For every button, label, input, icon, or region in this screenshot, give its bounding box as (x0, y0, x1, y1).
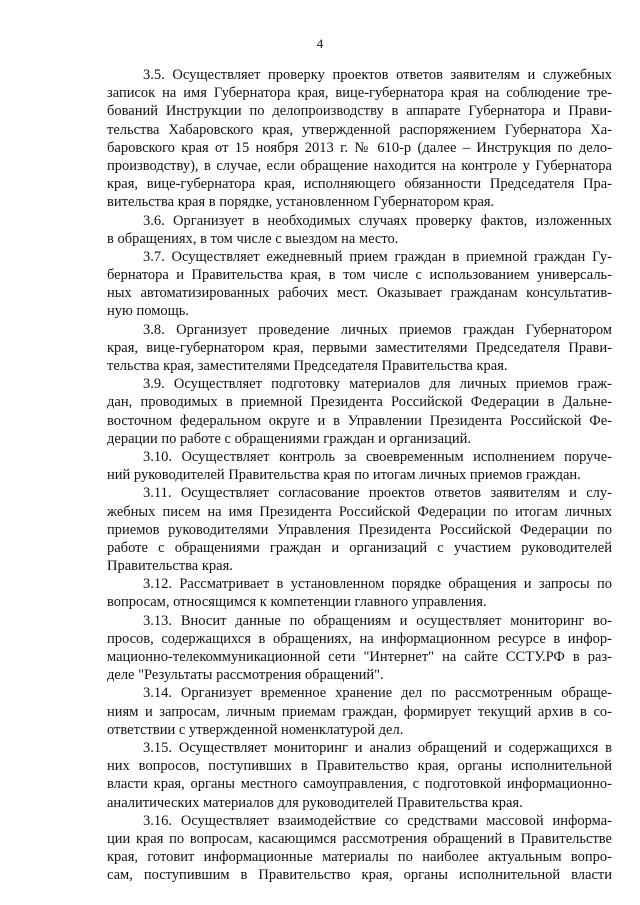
text-line: 3.13. Вносит данные по обращениям и осуществляет мониторинг во- (143, 612, 612, 629)
text-line: ных автоматизированных рабочих мест. Оказывает гражданам консультатив- (107, 285, 612, 302)
text-line: власти края, органы местного самоуправления, с подготовкой информационно- (107, 776, 612, 793)
text-line: ний руководителей Правительства края по итогам личных приемов граждан. (107, 467, 581, 484)
paragraph-3-9 (107, 375, 612, 448)
text-line: 3.8. Организует проведение личных приемов граждан Губернатором (143, 321, 612, 338)
text-line: 3.7. Осуществляет ежедневный прием граждан в приемной граждан Гу- (143, 248, 612, 265)
text-line: 3.11. Осуществляет согласование проектов ответов заявителям и слу- (143, 485, 612, 502)
text-line: в обращениях, в том числе с выездом на место. (107, 230, 399, 247)
text-line: жебных писем на имя Президента Российской Федерации по итогам личных (107, 503, 612, 520)
text-line: них вопросов, поступивших в Правительство края, органы исполнительной (107, 758, 612, 775)
text-line: 3.15. Осуществляет мониторинг и анализ обращений и содержащихся в (143, 739, 612, 756)
paragraph-3-5 (107, 66, 612, 212)
text-line: 3.10. Осуществляет контроль за своевременным исполнением поруче- (143, 448, 612, 465)
text-line: Правительства края. (107, 558, 233, 575)
text-line: тельства Хабаровского края, утвержденной распоряжением Губернатора Ха- (107, 121, 612, 138)
page-number: 4 (316, 36, 324, 51)
paragraph-3-12 (107, 575, 612, 611)
document-body (107, 66, 612, 884)
text-line: вопросам, относящимся к компетенции главного управления. (107, 594, 487, 611)
text-line: баровского края от 15 ноября 2013 г. № 610-р (далее – Инструкция по дело- (107, 139, 612, 156)
text-line: просов, содержащихся в обращениях, на информационном ресурсе в инфор- (107, 630, 612, 647)
text-line: бований Инструкции по делопроизводству в аппарате Губернатора и Прави- (107, 103, 612, 120)
paragraph-3-15 (107, 739, 612, 812)
text-line: края, готовит информационные материалы по наиболее актуальным вопро- (107, 849, 612, 866)
text-line: деле "Результаты рассмотрения обращений". (107, 667, 384, 684)
text-line: восточном федеральном округе и в Управлении Президента Российской Фе- (107, 412, 612, 429)
paragraph-3-11 (107, 484, 612, 575)
text-line: дан, проводимых в приемной Президента Российской Федерации в Дальне- (107, 394, 612, 411)
text-line: 3.6. Организует в необходимых случаях проверку фактов, изложенных (143, 212, 612, 229)
text-line: вительства края в порядке, установленном Губернатором края. (107, 194, 495, 211)
text-line: аналитических материалов для руководителей Правительства края. (107, 794, 523, 811)
paragraph-3-16 (107, 812, 612, 885)
text-line: 3.12. Рассматривает в установленном порядке обращения и запросы по (143, 576, 612, 593)
paragraph-3-13 (107, 612, 612, 685)
text-line: работе с обращениями граждан и организаций с участием руководителей (107, 539, 612, 556)
text-line: края, вице-губернатором края, первыми заместителями Председателя Прави- (107, 339, 612, 356)
text-line: сам, поступившим в Правительство края, органы исполнительной власти (107, 867, 612, 884)
text-line: бернатора и Правительства края, в том числе с использованием универсаль- (107, 267, 612, 284)
text-line: дерации по работе с обращениями граждан и организаций. (107, 430, 471, 447)
text-line: ную помощь. (107, 303, 190, 320)
text-line: ответствии с утвержденной номенклатурой дел. (107, 721, 404, 738)
paragraph-3-7 (107, 248, 612, 321)
text-line: 3.16. Осуществляет взаимодействие со средствами массовой информа- (143, 812, 612, 829)
text-line: приемов руководителями Управления Президента Российской Федерации по (107, 521, 612, 538)
text-line: 3.5. Осуществляет проверку проектов ответов заявителям и служебных (143, 67, 612, 83)
paragraph-3-8 (107, 321, 612, 376)
text-line: 3.14. Организует временное хранение дел по рассмотренным обраще- (143, 685, 612, 702)
text-line: края, вице-губернатора края, исполняющего обязанности Председателя Пра- (107, 176, 612, 193)
paragraph-3-14 (107, 684, 612, 739)
paragraph-3-6 (107, 212, 612, 248)
text-line: 3.9. Осуществляет подготовку материалов для личных приемов граж- (143, 376, 612, 393)
text-line: ниям и запросам, личным приемам граждан, формирует текущий архив в со- (107, 703, 612, 720)
text-line: ции края по вопросам, касающимся рассмотрения обращений в Правительстве (107, 830, 612, 847)
text-line: тельства края, заместителями Председателя Правительства края. (107, 358, 508, 374)
paragraph-3-10 (107, 448, 612, 484)
text-line: мационно-телекоммуникационной сети "Интернет" на сайте ССТУ.РФ в раз- (107, 649, 612, 665)
text-line: производству), в случае, если обращение находится на контроле у Губернатора (107, 157, 612, 174)
text-line: записок на имя Губернатора края, вице-губернатора края на соблюдение тре- (107, 85, 612, 102)
